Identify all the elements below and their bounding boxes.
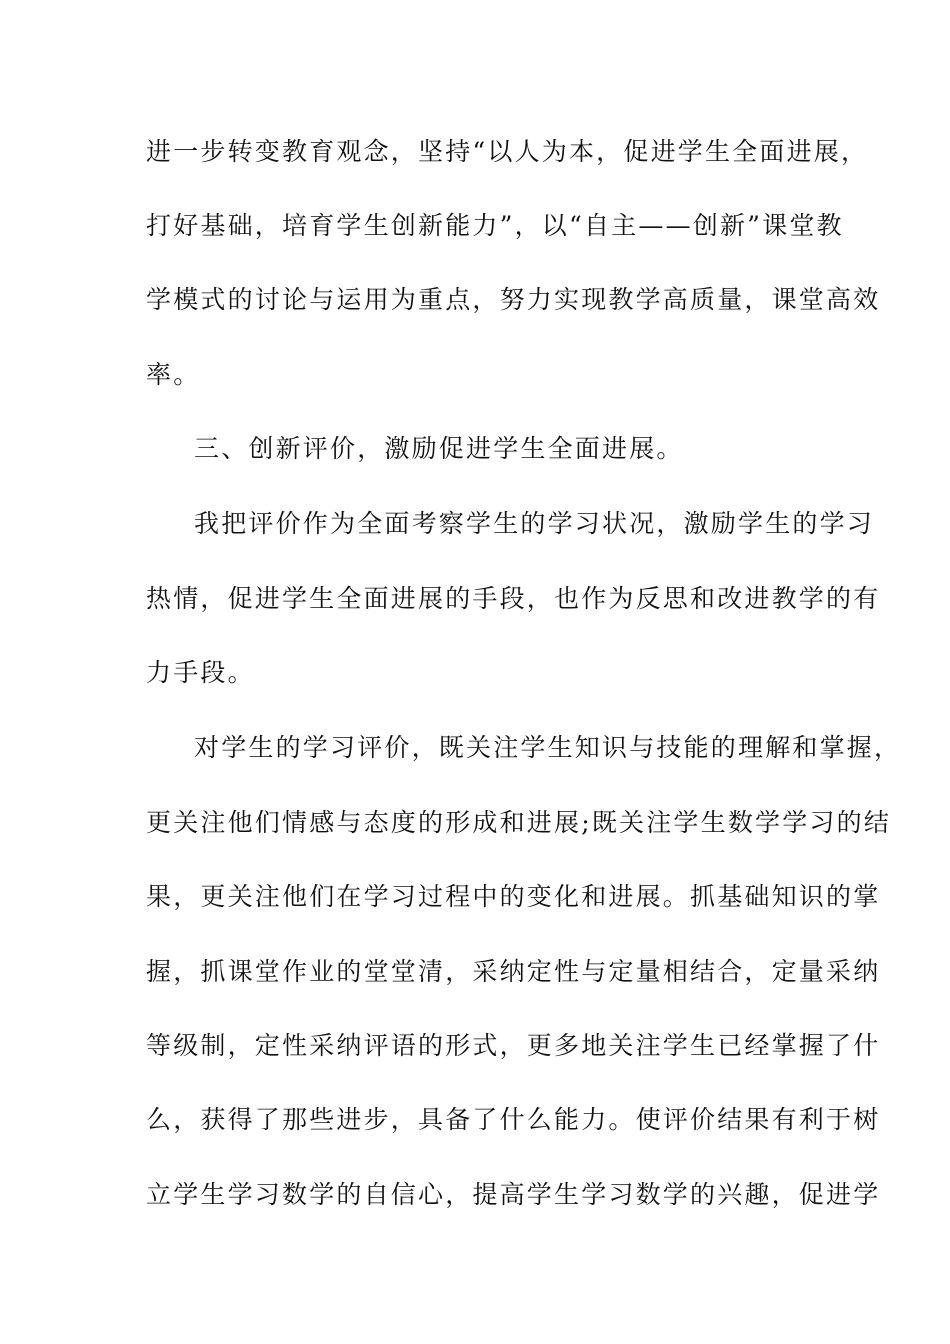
text-line: 力手段。	[146, 658, 255, 687]
text-line: 么，获得了那些进步，具备了什么能力。使评价结果有利于树	[146, 1105, 881, 1134]
text-line: 学模式的讨论与运用为重点，努力实现教学高质量，课堂高效	[146, 285, 881, 314]
text-line: 打好基础，培育学生创新能力”，以“自主——创新”课堂教	[146, 211, 844, 240]
text-line: 果，更关注他们在学习过程中的变化和进展。抓基础知识的掌	[146, 882, 881, 911]
text-line: 率。	[146, 360, 201, 389]
text-line: 对学生的学习评价，既关注学生知识与技能的理解和掌握，	[194, 733, 902, 762]
text-line: 热情，促进学生全面进展的手段，也作为反思和改进教学的有	[146, 584, 881, 613]
text-line: 更关注他们情感与态度的形成和进展;既关注学生数学学习的结	[146, 808, 892, 837]
text-line: 等级制，定性采纳评语的形式，更多地关注学生已经掌握了什	[146, 1031, 881, 1060]
text-line: 立学生学习数学的自信心，提高学生学习数学的兴趣，促进学	[146, 1180, 881, 1209]
text-line: 进一步转变教育观念，坚持“以人为本，促进学生全面进展，	[146, 137, 869, 166]
text-line: 握，抓课堂作业的堂堂清，采纳定性与定量相结合，定量采纳	[146, 957, 881, 986]
text-line: 我把评价作为全面考察学生的学习状况，激励学生的学习	[194, 509, 875, 538]
section-heading: 三、创新评价，激励促进学生全面进展。	[194, 434, 684, 463]
